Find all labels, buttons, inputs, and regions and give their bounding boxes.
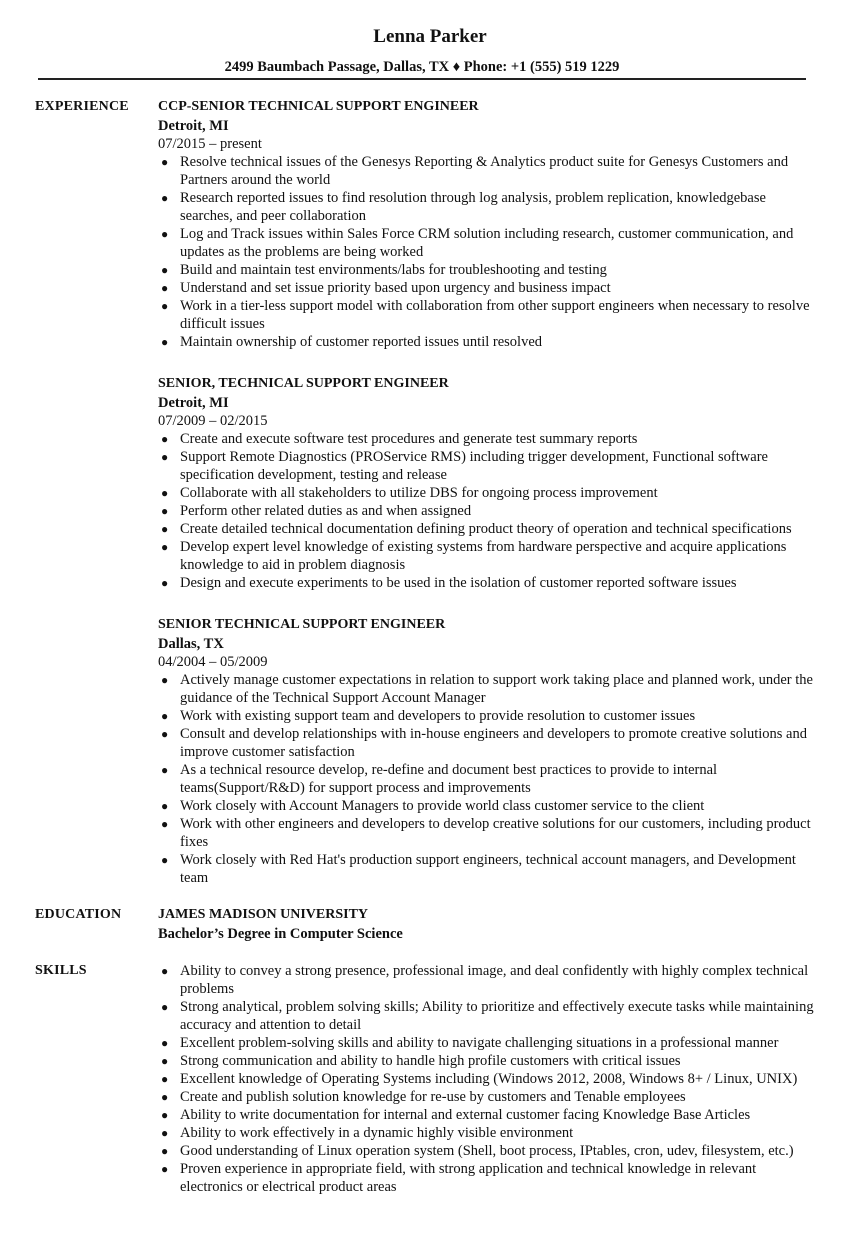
job-bullets — [158, 153, 818, 351]
skill-item — [158, 1160, 818, 1196]
bullet-item — [158, 815, 818, 851]
skill-text: Good understanding of Linux operation system (Shell, boot process, IPtables, cron, udev, filesystem, etc.) — [180, 1143, 794, 1159]
job-bullets — [158, 671, 818, 887]
bullet-icon: ● — [161, 486, 169, 500]
job-entry — [158, 616, 818, 887]
bullet-text: Research reported issues to find resolution through log analysis, problem replication, knowledgebase searches, and peer collaboration — [180, 190, 766, 224]
skill-item — [158, 1142, 818, 1160]
bullet-text: Work with other engineers and developers to develop creative solutions for our customers, including product fixes — [180, 816, 811, 850]
job-dates: 04/2004 – 05/2009 — [158, 654, 268, 670]
bullet-item — [158, 761, 818, 797]
bullet-item — [158, 484, 818, 502]
bullet-icon: ● — [161, 281, 169, 295]
bullet-icon: ● — [161, 673, 169, 687]
bullet-icon: ● — [161, 1000, 169, 1014]
skill-text: Strong communication and ability to handle high profile customers with critical issues — [180, 1053, 681, 1069]
section-heading-experience: EXPERIENCE — [35, 99, 129, 114]
section-heading-skills: SKILLS — [35, 963, 87, 978]
bullet-text: Build and maintain test environments/labs for troubleshooting and testing — [180, 262, 607, 278]
job-entry — [158, 98, 818, 351]
skill-item — [158, 998, 818, 1034]
bullet-icon: ● — [161, 853, 169, 867]
bullet-icon: ● — [161, 1108, 169, 1122]
bullet-item — [158, 430, 818, 448]
skills-list — [158, 962, 818, 1196]
bullet-icon: ● — [161, 227, 169, 241]
phone: Phone: +1 (555) 519 1229 — [463, 59, 620, 75]
bullet-icon: ● — [161, 540, 169, 554]
skill-item — [158, 1070, 818, 1088]
bullet-item — [158, 797, 818, 815]
skill-item — [158, 1088, 818, 1106]
skill-item — [158, 1106, 818, 1124]
job-dates: 07/2009 – 02/2015 — [158, 413, 268, 429]
job-title: CCP-SENIOR TECHNICAL SUPPORT ENGINEER — [158, 99, 479, 114]
bullet-icon: ● — [161, 1144, 169, 1158]
bullet-item — [158, 851, 818, 887]
degree: Bachelor’s Degree in Computer Science — [158, 926, 403, 942]
bullet-text: Support Remote Diagnostics (PROService RMS) including trigger development, Functional software specification development, testing and release — [180, 449, 768, 483]
bullet-text: As a technical resource develop, re-define and document best practices to provide to internal teams(Support/R&D) for support process and improvements — [180, 762, 718, 796]
bullet-icon: ● — [161, 576, 169, 590]
job-bullets — [158, 430, 818, 592]
skill-item — [158, 962, 818, 998]
skill-text: Create and publish solution knowledge for re-use by customers and Tenable employees — [180, 1089, 686, 1105]
bullet-icon: ● — [161, 1090, 169, 1104]
bullet-icon: ● — [161, 1072, 169, 1086]
bullet-icon: ● — [161, 155, 169, 169]
job-title: SENIOR TECHNICAL SUPPORT ENGINEER — [158, 617, 446, 632]
job-location: Dallas, TX — [158, 636, 224, 652]
bullet-icon: ● — [161, 522, 169, 536]
skill-item — [158, 1052, 818, 1070]
skill-item — [158, 1034, 818, 1052]
bullet-icon: ● — [161, 335, 169, 349]
bullet-text: Work with existing support team and developers to provide resolution to customer issues — [180, 708, 696, 724]
bullet-icon: ● — [161, 191, 169, 205]
bullet-text: Maintain ownership of customer reported issues until resolved — [180, 334, 543, 350]
bullet-item — [158, 261, 818, 279]
bullet-icon: ● — [161, 964, 169, 978]
skill-text: Ability to work effectively in a dynamic highly visible environment — [180, 1125, 574, 1141]
job-location: Detroit, MI — [158, 118, 229, 134]
job-location: Detroit, MI — [158, 395, 229, 411]
bullet-item — [158, 725, 818, 761]
bullet-icon: ● — [161, 1126, 169, 1140]
bullet-text: Consult and develop relationships with in-house engineers and developers to promote creative solutions and improve customer satisfaction — [180, 726, 807, 760]
skill-text: Strong analytical, problem solving skills; Ability to prioritize and effectively execute tasks while maintaining accuracy and attention to detail — [180, 999, 814, 1033]
bullet-item — [158, 153, 818, 189]
bullet-icon: ● — [161, 263, 169, 277]
bullet-icon: ● — [161, 1162, 169, 1176]
bullet-text: Resolve technical issues of the Genesys Reporting & Analytics product suite for Genesys Customers and Partners around the world — [180, 154, 789, 188]
bullet-text: Perform other related duties as and when assigned — [180, 503, 472, 519]
skill-text: Ability to write documentation for internal and external customer facing Knowledge Base Articles — [180, 1107, 751, 1123]
bullet-item — [158, 707, 818, 725]
job-title: SENIOR, TECHNICAL SUPPORT ENGINEER — [158, 376, 449, 391]
bullet-icon: ● — [161, 432, 169, 446]
separator-diamond-icon: ♦ — [452, 59, 461, 75]
bullet-item — [158, 279, 818, 297]
bullet-icon: ● — [161, 799, 169, 813]
bullet-text: Understand and set issue priority based upon urgency and business impact — [180, 280, 611, 296]
job-dates: 07/2015 – present — [158, 136, 262, 152]
bullet-text: Create and execute software test procedures and generate test summary reports — [180, 431, 638, 447]
bullet-icon: ● — [161, 299, 169, 313]
bullet-item — [158, 538, 818, 574]
bullet-text: Develop expert level knowledge of existing systems from hardware perspective and acquire applications knowledge to aid in problem diagnosis — [180, 539, 787, 573]
bullet-text: Create detailed technical documentation defining product theory of operation and technical specifications — [180, 521, 792, 537]
bullet-icon: ● — [161, 709, 169, 723]
job-entry — [158, 375, 818, 592]
skills-body — [158, 962, 818, 1196]
bullet-text: Work closely with Account Managers to provide world class customer service to the client — [180, 798, 705, 814]
bullet-text: Collaborate with all stakeholders to utilize DBS for ongoing process improvement — [180, 485, 658, 501]
bullet-item — [158, 333, 818, 351]
contact-line — [0, 59, 844, 76]
skill-text: Excellent problem-solving skills and ability to navigate challenging situations in a professional manner — [180, 1035, 779, 1051]
bullet-text: Design and execute experiments to be used in the isolation of customer reported software issues — [180, 575, 737, 591]
experience-list — [158, 98, 818, 911]
bullet-icon: ● — [161, 817, 169, 831]
bullet-icon: ● — [161, 1036, 169, 1050]
bullet-item — [158, 297, 818, 333]
skill-text: Excellent knowledge of Operating Systems including (Windows 2012, 2008, Windows 8+ / Linux, UNIX) — [180, 1071, 798, 1087]
school-name: JAMES MADISON UNIVERSITY — [158, 907, 369, 922]
bullet-item — [158, 671, 818, 707]
bullet-text: Work closely with Red Hat's production support engineers, technical account managers, and Development team — [180, 852, 796, 886]
section-heading-education: EDUCATION — [35, 907, 122, 922]
bullet-item — [158, 574, 818, 592]
bullet-text: Actively manage customer expectations in relation to support work taking place and planned work, under the guidance of the Technical Support Account Manager — [180, 672, 813, 706]
bullet-item — [158, 502, 818, 520]
bullet-icon: ● — [161, 727, 169, 741]
bullet-text: Work in a tier-less support model with collaboration from other support engineers when necessary to resolve difficult issues — [180, 298, 810, 332]
resume-name: Lenna Parker — [373, 26, 487, 47]
bullet-icon: ● — [161, 450, 169, 464]
address: 2499 Baumbach Passage, Dallas, TX — [224, 59, 450, 75]
skill-text: Ability to convey a strong presence, professional image, and deal confidently with highly complex technical problems — [180, 963, 809, 997]
bullet-item — [158, 520, 818, 538]
education-body — [158, 906, 818, 943]
bullet-item — [158, 189, 818, 225]
bullet-item — [158, 225, 818, 261]
header-divider — [38, 78, 806, 80]
bullet-text: Log and Track issues within Sales Force CRM solution including research, customer communication, and updates as the problems are being worked — [180, 226, 794, 260]
bullet-icon: ● — [161, 504, 169, 518]
skill-item — [158, 1124, 818, 1142]
bullet-icon: ● — [161, 1054, 169, 1068]
bullet-item — [158, 448, 818, 484]
bullet-icon: ● — [161, 763, 169, 777]
skill-text: Proven experience in appropriate field, with strong application and technical knowledge in relevant electronics or electrical product areas — [180, 1161, 757, 1195]
